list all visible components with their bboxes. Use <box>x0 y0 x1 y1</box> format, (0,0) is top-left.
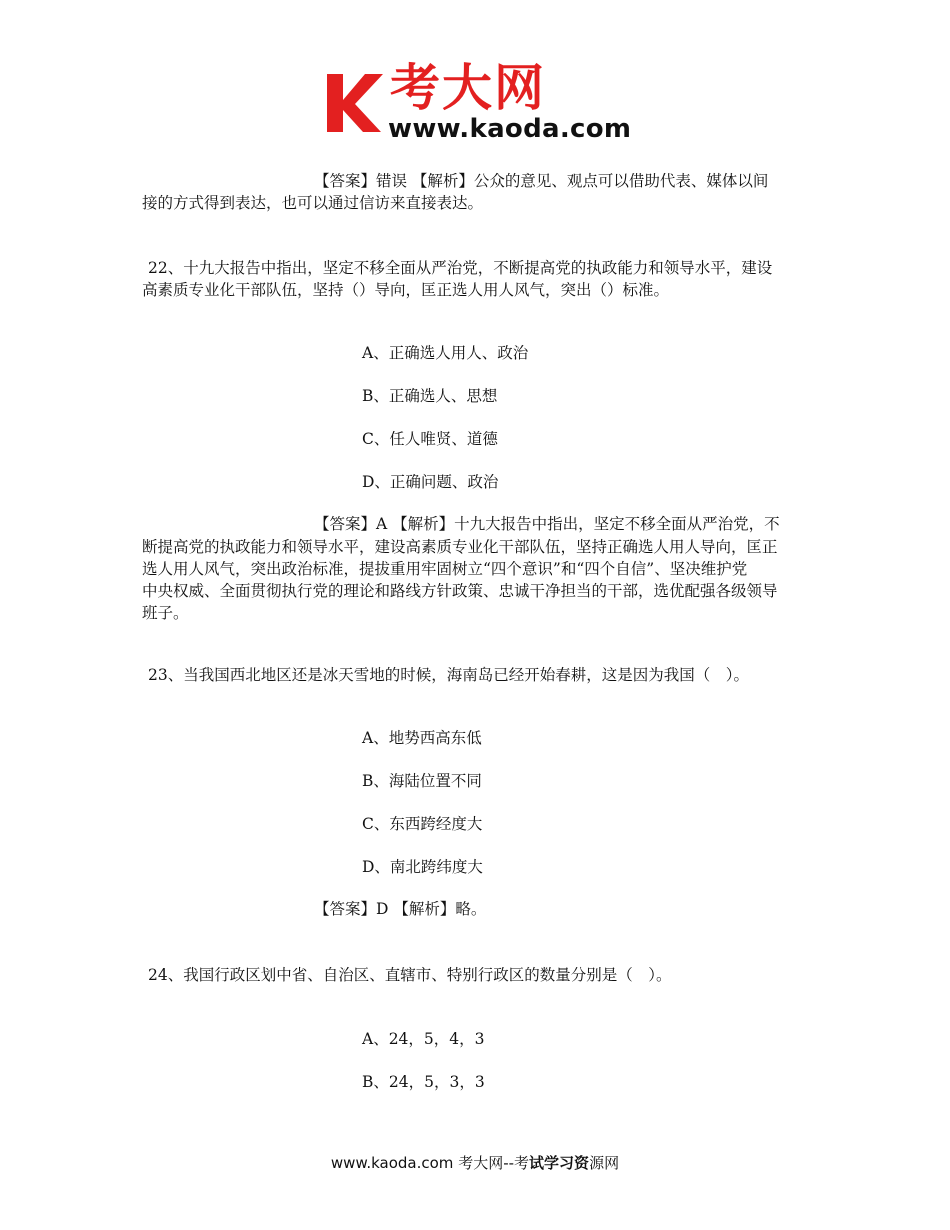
footer-url: www.kaoda.com <box>330 1154 454 1172</box>
question-23-option-a: A、地势西高东低 <box>362 729 482 747</box>
question-22-option-a: A、正确选人用人、政治 <box>362 344 529 362</box>
question-22-line-1: 22、十九大报告中指出，坚定不移全面从严治党，不断提高党的执政能力和领导水平，建设 <box>148 259 773 277</box>
question-23-option-c: C、东西跨经度大 <box>362 815 483 833</box>
question-23: 23、当我国西北地区还是冰天雪地的时候，海南岛已经开始春耕，这是因为我国（ ）。 <box>148 666 749 684</box>
question-24: 24、我国行政区划中省、自治区、直辖市、特别行政区的数量分别是（ ）。 <box>148 966 672 984</box>
answer-22-line-2: 断提高党的执政能力和领导水平，建设高素质专业化干部队伍，坚持正确选人用人导向，匡正 <box>142 538 778 556</box>
logo-url: www.kaoda.com <box>388 114 632 144</box>
footer-site: 考大网--考 <box>458 1154 530 1172</box>
question-24-option-a: A、24，5，4，3 <box>362 1030 485 1048</box>
footer-bold-1: 试 <box>529 1154 545 1172</box>
answer-21-line-1: 【答案】错误 【解析】公众的意见、观点可以借助代表、媒体以间 <box>314 172 769 190</box>
footer-bold-2: 学习资 <box>544 1154 590 1172</box>
question-22-option-d: D、正确问题、政治 <box>362 473 499 491</box>
answer-22-line-3: 选人用人风气，突出政治标准，提拔重用牢固树立“四个意识”和“四个自信”、坚决维护党 <box>142 560 748 578</box>
question-22-option-b: B、正确选人、思想 <box>362 387 498 405</box>
answer-22-line-1: 【答案】A 【解析】十九大报告中指出，坚定不移全面从严治党，不 <box>314 515 780 533</box>
question-23-option-b: B、海陆位置不同 <box>362 772 482 790</box>
question-24-option-b: B、24，5，3，3 <box>362 1073 485 1091</box>
answer-22-line-4: 中央权威、全面贯彻执行党的理论和路线方针政策、忠诚干净担当的干部，选优配强各级领导 <box>142 582 778 600</box>
answer-22-line-5: 班子。 <box>142 604 189 622</box>
logo-title: 考大网 <box>390 59 546 117</box>
footer-tail: 源网 <box>589 1154 620 1172</box>
question-23-option-d: D、南北跨纬度大 <box>362 858 483 876</box>
kaoda-k-logo-icon <box>323 72 385 134</box>
question-22-line-2: 高素质专业化干部队伍，坚持（）导向，匡正选人用人风气，突出（）标准。 <box>142 281 670 299</box>
page-footer <box>0 1152 950 1173</box>
answer-21-line-2: 接的方式得到表达，也可以通过信访来直接表达。 <box>142 194 484 212</box>
question-22-option-c: C、任人唯贤、道德 <box>362 430 498 448</box>
answer-23: 【答案】D 【解析】略。 <box>314 900 487 918</box>
